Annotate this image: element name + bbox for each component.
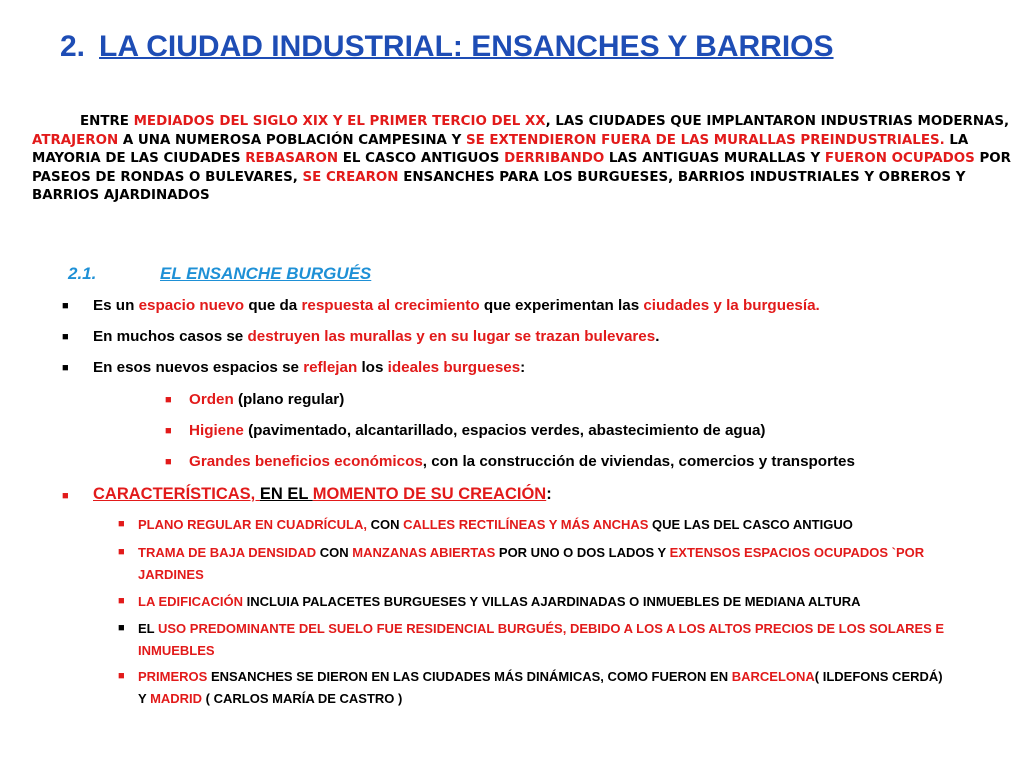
sub-bullet-item-run: (plano regular) bbox=[233, 391, 345, 408]
bullet-item-run: los bbox=[357, 359, 388, 376]
bullet-square-icon: ■ bbox=[118, 595, 125, 607]
feature-item-run: PLANO REGULAR EN CUADRÍCULA, bbox=[138, 517, 367, 532]
bullet-square-icon: ■ bbox=[118, 546, 125, 558]
feature-item-cont bbox=[138, 643, 215, 658]
sub-bullet-item bbox=[189, 391, 344, 408]
bullet-item-run: Es un bbox=[93, 297, 139, 314]
feature-item-run: PRIMEROS bbox=[138, 669, 208, 684]
bullet-square-icon: ■ bbox=[62, 331, 69, 343]
slide-title bbox=[60, 30, 834, 64]
bullet-item-run: . bbox=[655, 328, 660, 345]
feature-item bbox=[138, 621, 944, 636]
characteristics-heading-run: MOMENTO DE SU CREACIÓN bbox=[312, 485, 547, 503]
feature-item-run: QUE LAS DEL CASCO ANTIGUO bbox=[648, 517, 853, 532]
bullet-item-run: ciudades y la burguesía. bbox=[643, 297, 820, 314]
feature-item-run: ( ILDEFONS CERDÁ) bbox=[814, 669, 943, 684]
intro-run: REBASARON bbox=[245, 151, 339, 167]
sub-bullet-item-run: Higiene bbox=[189, 422, 244, 439]
intro-paragraph bbox=[32, 113, 1014, 206]
bullet-square-icon: ■ bbox=[62, 362, 69, 374]
feature-item-run: POR UNO O DOS LADOS Y bbox=[495, 545, 670, 560]
bullet-item-run: respuesta al crecimiento bbox=[301, 297, 480, 314]
bullet-square-icon: ■ bbox=[62, 490, 69, 502]
bullet-square-icon: ■ bbox=[62, 300, 69, 312]
feature-item-run: CON bbox=[316, 545, 353, 560]
feature-item-run: LA EDIFICACIÓN bbox=[138, 594, 243, 609]
bullet-item-run: En muchos casos se bbox=[93, 328, 248, 345]
intro-run: FUERON OCUPADOS bbox=[824, 151, 975, 167]
bullet-square-icon: ■ bbox=[118, 670, 125, 682]
intro-run: MEDIADOS DEL SIGLO XIX Y EL PRIMER TERCIO DEL XX bbox=[133, 114, 546, 129]
characteristics-heading-run: EN EL bbox=[259, 485, 313, 503]
feature-item-cont-run: ( CARLOS MARÍA DE CASTRO ) bbox=[202, 691, 403, 706]
sub-bullet-item bbox=[189, 453, 855, 470]
sub-bullet-item-run: Orden bbox=[189, 391, 234, 408]
bullet-item-run: ideales burgueses bbox=[387, 359, 521, 376]
feature-item bbox=[138, 669, 943, 684]
bullet-square-icon: ■ bbox=[165, 394, 172, 406]
intro-run: EL CASCO ANTIGUOS bbox=[338, 151, 505, 167]
sub-bullet-item-run: (pavimentado, alcantarillado, espacios verdes, abastecimiento de agua) bbox=[243, 422, 766, 439]
feature-item-cont-run: INMUEBLES bbox=[138, 643, 215, 658]
bullet-item-run: que experimentan las bbox=[479, 297, 644, 314]
bullet-item bbox=[93, 297, 820, 314]
sub-bullet-item bbox=[189, 422, 765, 439]
bullet-square-icon: ■ bbox=[165, 425, 172, 437]
feature-item bbox=[138, 594, 861, 609]
intro-run: ATRAJERON bbox=[32, 132, 119, 148]
bullet-item-run: : bbox=[520, 359, 526, 376]
sub-bullet-item-run: , con la construcción de viviendas, comercios y transportes bbox=[422, 453, 855, 470]
intro-run: , LAS CIUDADES QUE IMPLANTARON INDUSTRIAS MODERNAS, bbox=[545, 114, 1010, 129]
feature-item-run: ENSANCHES SE DIERON EN LAS CIUDADES MÁS DINÁMICAS, COMO FUERON EN bbox=[207, 669, 732, 684]
bullet-item-run: destruyen las murallas y en su lugar se trazan bulevares bbox=[247, 328, 656, 345]
bullet-item-run: espacio nuevo bbox=[138, 297, 245, 314]
feature-item-run: CON bbox=[366, 517, 404, 532]
title-text: LA CIUDAD INDUSTRIAL: ENSANCHES Y BARRIOS bbox=[99, 30, 834, 63]
intro-run: SE CREARON bbox=[302, 169, 399, 185]
intro-run: LA MAYORIA DE LAS CIUDADES bbox=[32, 132, 969, 167]
bullet-square-icon: ■ bbox=[118, 518, 125, 530]
feature-item-run: INCLUIA PALACETES BURGUESES Y VILLAS AJARDINADAS O INMUEBLES DE MEDIANA ALTURA bbox=[242, 594, 861, 609]
intro-run: LAS ANTIGUAS MURALLAS Y bbox=[604, 151, 825, 167]
characteristics-heading bbox=[93, 485, 552, 504]
sub-bullet-item-run: Grandes beneficios económicos bbox=[189, 453, 423, 470]
feature-item bbox=[138, 545, 924, 560]
bullet-item bbox=[93, 359, 525, 376]
feature-item-run: EL bbox=[138, 621, 158, 636]
bullet-item-run: reflejan bbox=[303, 359, 358, 376]
subtitle-number: 2.1. bbox=[68, 264, 97, 283]
bullet-item-run: que da bbox=[244, 297, 302, 314]
feature-item-cont bbox=[138, 567, 204, 582]
intro-run: DERRIBANDO bbox=[504, 151, 605, 167]
feature-item-cont bbox=[138, 691, 402, 706]
section-subtitle bbox=[68, 264, 371, 284]
intro-run: SE EXTENDIERON FUERA DE LAS MURALLAS PREINDUSTRIALES. bbox=[465, 132, 945, 148]
feature-item-run: EXTENSOS ESPACIOS OCUPADOS `POR bbox=[669, 545, 925, 560]
feature-item-run: BARCELONA bbox=[731, 669, 815, 684]
intro-run: POR PASEOS DE RONDAS O BULEVARES, bbox=[32, 151, 1011, 185]
characteristics-heading-run: CARACTERÍSTICAS, bbox=[93, 485, 260, 503]
bullet-square-icon: ■ bbox=[118, 622, 125, 634]
feature-item-run: TRAMA DE BAJA DENSIDAD bbox=[138, 545, 317, 560]
feature-item-cont-run: Y bbox=[138, 691, 151, 706]
feature-item-run: MANZANAS ABIERTAS bbox=[352, 545, 496, 560]
intro-run: A UNA NUMEROSA POBLACIÓN CAMPESINA Y bbox=[118, 132, 466, 148]
feature-item-cont-run: MADRID bbox=[150, 691, 203, 706]
bullet-item-run: En esos nuevos espacios se bbox=[93, 359, 304, 376]
characteristics-heading-run: : bbox=[546, 485, 552, 503]
feature-item-cont-run: JARDINES bbox=[138, 567, 204, 582]
intro-run: ENTRE bbox=[80, 114, 134, 129]
bullet-square-icon: ■ bbox=[165, 456, 172, 468]
title-number: 2. bbox=[60, 30, 86, 63]
feature-item-run: CALLES RECTILÍNEAS Y MÁS ANCHAS bbox=[403, 517, 649, 532]
feature-item-run: USO PREDOMINANTE DEL SUELO FUE RESIDENCIAL BURGUÉS, DEBIDO A LOS A LOS ALTOS PRECIOS DE LOS SOLARES E bbox=[158, 621, 945, 636]
feature-item bbox=[138, 517, 853, 532]
bullet-item bbox=[93, 328, 659, 345]
intro-run: ENSANCHES PARA LOS BURGUESES, BARRIOS INDUSTRIALES Y OBREROS Y BARRIOS AJARDINADOS bbox=[32, 169, 966, 204]
subtitle-text: EL ENSANCHE BURGUÉS bbox=[160, 264, 372, 283]
